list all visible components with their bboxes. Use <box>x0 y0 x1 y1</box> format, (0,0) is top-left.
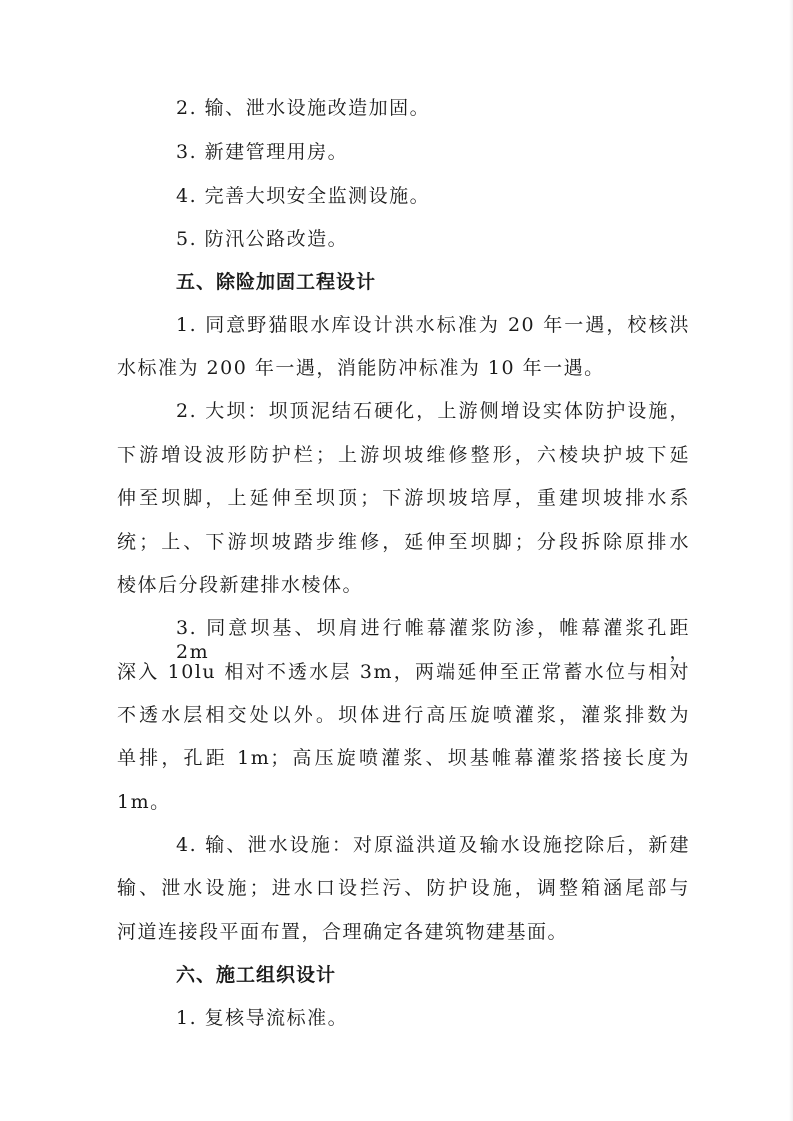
section-heading-6: 六、施工组织设计 <box>176 964 337 986</box>
list-item-1: 1. 复核导流标准。 <box>176 1007 349 1029</box>
list-item-4: 4. 完善大坝安全监测设施。 <box>176 185 431 207</box>
paragraph-line: 棱体后分段新建排水棱体。 <box>117 574 364 596</box>
paragraph-line: 单排，孔距 1m；高压旋喷灌浆、坝基帷幕灌浆搭接长度为 <box>117 747 690 769</box>
paragraph-line: 3. 同意坝基、坝肩进行帷幕灌浆防渗，帷幕灌浆孔距 2m， <box>176 617 690 663</box>
paragraph-line: 统；上、下游坝坡踏步维修，延伸至坝脚；分段拆除原排水 <box>117 531 690 553</box>
section-heading-5: 五、除险加固工程设计 <box>176 271 377 293</box>
paragraph-line: 2. 大坝：坝顶泥结石硬化，上游侧增设实体防护设施， <box>176 400 690 422</box>
list-item-5: 5. 防汛公路改造。 <box>176 228 349 250</box>
paragraph-line: 伸至坝脚，上延伸至坝顶；下游坝坡培厚，重建坝坡排水系 <box>117 487 690 509</box>
paragraph-line: 4. 输、泄水设施：对原溢洪道及输水设施挖除后，新建 <box>176 834 690 856</box>
paragraph-line: 河道连接段平面布置，合理确定各建筑物建基面。 <box>117 921 569 943</box>
paragraph-line: 下游増设波形防护栏；上游坝坡维修整形，六棱块护坡下延 <box>117 444 690 466</box>
page-edge <box>789 0 793 1121</box>
paragraph-line: 深入 10lu 相对不透水层 3m，两端延伸至正常蓄水位与相对 <box>117 661 690 683</box>
paragraph-line: 水标准为 200 年一遇，消能防冲标准为 10 年一遇。 <box>117 357 605 379</box>
list-item-3: 3. 新建管理用房。 <box>176 141 349 163</box>
paragraph-line: 不透水层相交处以外。坝体进行高压旋喷灌浆，灌浆排数为 <box>117 704 690 726</box>
paragraph-line: 1m。 <box>117 791 171 813</box>
paragraph-line: 输、泄水设施；进水口设拦污、防护设施，调整箱涵尾部与 <box>117 877 690 899</box>
list-item-2: 2. 输、泄水设施改造加固。 <box>176 97 431 119</box>
paragraph-line: 1. 同意野猫眼水库设计洪水标准为 20 年一遇，校核洪 <box>176 314 690 336</box>
